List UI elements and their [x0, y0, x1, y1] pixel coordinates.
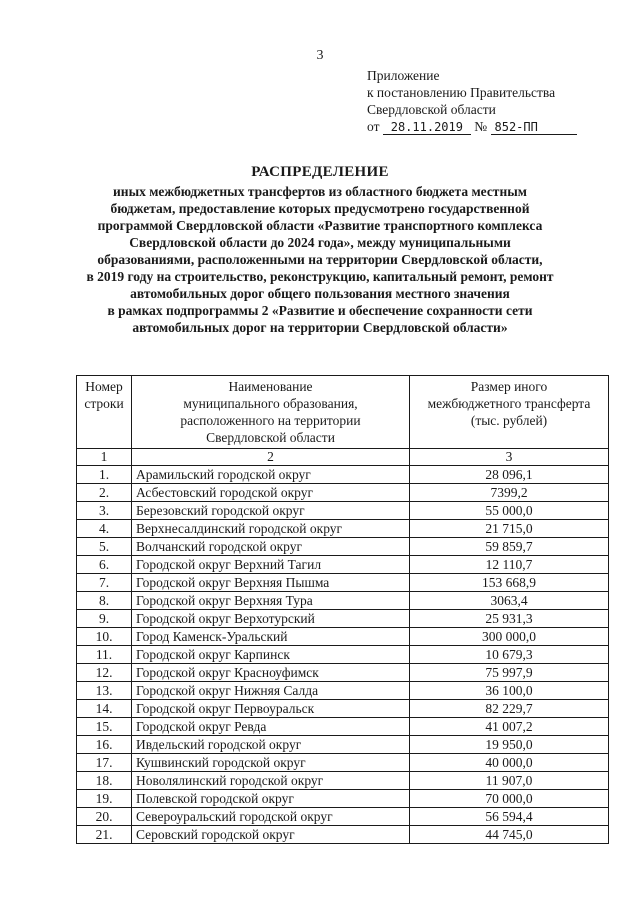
- row-number-cell: 15.: [77, 718, 132, 736]
- transfer-amount-cell: 10 679,3: [410, 646, 609, 664]
- table-row: [77, 502, 609, 520]
- title-line: автомобильных дорог на территории Свердловской области»: [132, 320, 508, 335]
- transfer-amount-cell: 25 931,3: [410, 610, 609, 628]
- table-row: [77, 808, 609, 826]
- row-number-cell: 7.: [77, 574, 132, 592]
- transfer-amount-cell: 75 997,9: [410, 664, 609, 682]
- header-text: Свердловской области: [206, 430, 335, 445]
- column-number: 3: [410, 449, 609, 466]
- table-row: [77, 646, 609, 664]
- header-row-number: [77, 376, 132, 449]
- header-text: муниципального образования,: [183, 396, 358, 411]
- column-number-row: [77, 449, 609, 466]
- title-line: программой Свердловской области «Развитие транспортного комплекса: [97, 218, 543, 233]
- municipality-name-cell: Новолялинский городской округ: [132, 772, 410, 790]
- row-number-cell: 17.: [77, 754, 132, 772]
- transfer-amount-cell: 70 000,0: [410, 790, 609, 808]
- table-row: [77, 466, 609, 484]
- row-number-cell: 14.: [77, 700, 132, 718]
- title-line: бюджетам, предоставление которых предусмотрено государственной: [110, 201, 530, 216]
- table-row: [77, 610, 609, 628]
- transfer-amount-cell: 153 668,9: [410, 574, 609, 592]
- header-text: межбюджетного трансферта: [427, 396, 591, 411]
- header-text: расположенного на территории: [180, 413, 361, 428]
- row-number-cell: 4.: [77, 520, 132, 538]
- title-line: автомобильных дорог общего пользования местного значения: [130, 286, 510, 301]
- row-number-cell: 21.: [77, 826, 132, 844]
- row-number-cell: 10.: [77, 628, 132, 646]
- header-text: Номер: [85, 379, 123, 394]
- transfer-amount-cell: 28 096,1: [410, 466, 609, 484]
- table-row: [77, 538, 609, 556]
- municipality-name-cell: Городской округ Верхний Тагил: [132, 556, 410, 574]
- transfer-amount-cell: 55 000,0: [410, 502, 609, 520]
- transfer-amount-cell: 300 000,0: [410, 628, 609, 646]
- transfer-amount-cell: 3063,4: [410, 592, 609, 610]
- row-number-cell: 1.: [77, 466, 132, 484]
- row-number-cell: 12.: [77, 664, 132, 682]
- municipality-name-cell: Асбестовский городской округ: [132, 484, 410, 502]
- municipality-name-cell: Городской округ Карпинск: [132, 646, 410, 664]
- table-row: [77, 790, 609, 808]
- table-row: [77, 592, 609, 610]
- row-number-cell: 9.: [77, 610, 132, 628]
- date-value: 28.11.2019: [383, 120, 471, 135]
- transfer-amount-cell: 21 715,0: [410, 520, 609, 538]
- date-prefix: от: [367, 119, 380, 134]
- row-number-cell: 11.: [77, 646, 132, 664]
- transfer-amount-cell: 82 229,7: [410, 700, 609, 718]
- table-row: [77, 700, 609, 718]
- table-header-row: [77, 376, 609, 449]
- header-transfer-amount: [410, 376, 609, 449]
- transfer-amount-cell: 59 859,7: [410, 538, 609, 556]
- header-municipality-name: [132, 376, 410, 449]
- municipality-name-cell: Ивдельский городской округ: [132, 736, 410, 754]
- number-prefix: №: [474, 119, 488, 134]
- distribution-table: [76, 375, 609, 844]
- row-number-cell: 13.: [77, 682, 132, 700]
- table-row: [77, 736, 609, 754]
- table-row: [77, 484, 609, 502]
- municipality-name-cell: Городской округ Верхотурский: [132, 610, 410, 628]
- column-number: 1: [77, 449, 132, 466]
- transfer-amount-cell: 40 000,0: [410, 754, 609, 772]
- table-row: [77, 520, 609, 538]
- title-heading: РАСПРЕДЕЛЕНИЕ: [251, 164, 389, 180]
- column-number: 2: [132, 449, 410, 466]
- row-number-cell: 2.: [77, 484, 132, 502]
- municipality-name-cell: Городской округ Верхняя Тура: [132, 592, 410, 610]
- row-number-cell: 3.: [77, 502, 132, 520]
- table-row: [77, 772, 609, 790]
- title-line: иных межбюджетных трансфертов из областного бюджета местным: [113, 184, 527, 199]
- row-number-cell: 8.: [77, 592, 132, 610]
- table-row: [77, 628, 609, 646]
- municipality-name-cell: Волчанский городской округ: [132, 538, 410, 556]
- header-text: Наименование: [228, 379, 313, 394]
- transfer-amount-cell: 41 007,2: [410, 718, 609, 736]
- municipality-name-cell: Городской округ Ревда: [132, 718, 410, 736]
- municipality-name-cell: Городской округ Верхняя Пышма: [132, 574, 410, 592]
- municipality-name-cell: Город Каменск-Уральский: [132, 628, 410, 646]
- row-number-cell: 19.: [77, 790, 132, 808]
- appendix-line-1: Приложение: [367, 68, 440, 83]
- title-line: в 2019 году на строительство, реконструкцию, капитальный ремонт, ремонт: [86, 269, 554, 284]
- municipality-name-cell: Кушвинский городской округ: [132, 754, 410, 772]
- title-line: образованиями, расположенными на территории Свердловской области,: [97, 252, 543, 267]
- municipality-name-cell: Березовский городской округ: [132, 502, 410, 520]
- municipality-name-cell: Городской округ Красноуфимск: [132, 664, 410, 682]
- row-number-cell: 16.: [77, 736, 132, 754]
- row-number-cell: 6.: [77, 556, 132, 574]
- municipality-name-cell: Городской округ Первоуральск: [132, 700, 410, 718]
- transfer-amount-cell: 44 745,0: [410, 826, 609, 844]
- table-row: [77, 826, 609, 844]
- municipality-name-cell: Верхнесалдинский городской округ: [132, 520, 410, 538]
- table-row: [77, 754, 609, 772]
- table-row: [77, 556, 609, 574]
- transfer-amount-cell: 36 100,0: [410, 682, 609, 700]
- header-text: (тыс. рублей): [470, 413, 548, 428]
- municipality-name-cell: Полевской городской округ: [132, 790, 410, 808]
- header-text: Размер иного: [470, 379, 548, 394]
- transfer-amount-cell: 11 907,0: [410, 772, 609, 790]
- title-line: в рамках подпрограммы 2 «Развитие и обеспечение сохранности сети: [107, 303, 533, 318]
- decree-number: 852-ПП: [491, 120, 577, 135]
- appendix-date-line: [367, 118, 577, 135]
- title-line: Свердловской области до 2024 года», между муниципальными: [129, 235, 511, 250]
- transfer-amount-cell: 56 594,4: [410, 808, 609, 826]
- row-number-cell: 20.: [77, 808, 132, 826]
- row-number-cell: 18.: [77, 772, 132, 790]
- row-number-cell: 5.: [77, 538, 132, 556]
- table-row: [77, 682, 609, 700]
- transfer-amount-cell: 7399,2: [410, 484, 609, 502]
- appendix-line-3: Свердловской области: [367, 102, 496, 117]
- municipality-name-cell: Городской округ Нижняя Салда: [132, 682, 410, 700]
- table-row: [77, 664, 609, 682]
- municipality-name-cell: Североуральский городской округ: [132, 808, 410, 826]
- transfer-amount-cell: 12 110,7: [410, 556, 609, 574]
- transfer-amount-cell: 19 950,0: [410, 736, 609, 754]
- header-text: строки: [84, 396, 124, 411]
- table-row: [77, 718, 609, 736]
- page-number: 3: [316, 48, 324, 63]
- appendix-line-2: к постановлению Правительства: [367, 85, 556, 100]
- municipality-name-cell: Серовский городской округ: [132, 826, 410, 844]
- document-title: [0, 161, 640, 336]
- table-row: [77, 574, 609, 592]
- appendix-block: [367, 67, 577, 135]
- municipality-name-cell: Арамильский городской округ: [132, 466, 410, 484]
